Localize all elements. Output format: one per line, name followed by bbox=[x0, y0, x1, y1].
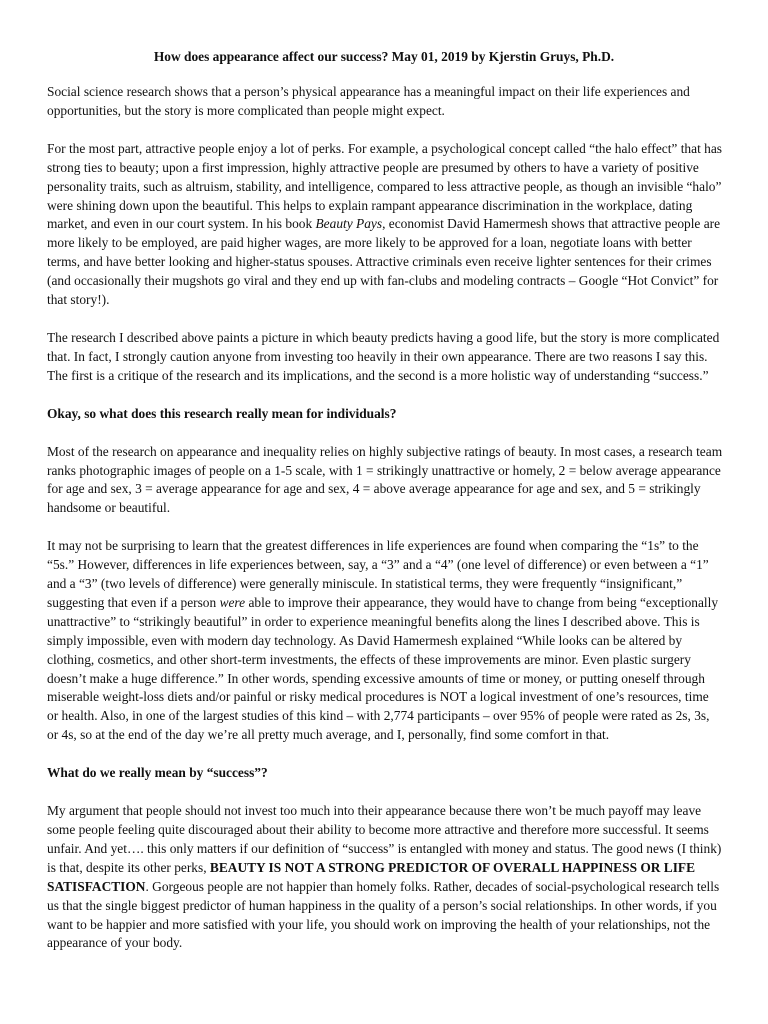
paragraph-differences bbox=[47, 537, 723, 745]
section-heading-research-meaning: Okay, so what does this research really mean for individuals? bbox=[47, 405, 397, 421]
book-title-beauty-pays: Beauty Pays bbox=[315, 216, 383, 232]
document-title: How does appearance affect our success? May 01, 2019 by Kjerstin Gruys, Ph.D. bbox=[153, 49, 615, 64]
section-heading-success: What do we really mean by “success”? bbox=[47, 765, 268, 781]
paragraph-perks bbox=[47, 140, 723, 310]
paragraph-ratings: Most of the research on appearance and inequality relies on highly subjective ratings of beauty. In most cases, a research team ranks photographic images of people on a 1-5 scale, with 1 = strikingly unattractive or homely, 2 = below average appearance for age and sex, 3 = average appearance for age and sex, 4 = above average appearance for age and sex, and 5 = strikingly handsome or beautiful. bbox=[47, 443, 723, 516]
paragraph-caution: The research I described above paints a picture in which beauty predicts having a good life, but the story is more complicated that. In fact, I strongly caution anyone from investing too heavily in their own appearance. There are two reasons I say this. The first is a critique of the research and its implications, and the second is a more holistic way of understanding “success.” bbox=[47, 329, 720, 383]
paragraph-perks-part2: , economist David Hamermesh shows that attractive people are more likely to be employed, are paid higher wages, are more likely to be approved for a loan, negotiate loans with better terms, and have better looking and higher-status spouses. Attractive criminals even receive lighter sentences for their crimes (and occasionally their mugshots go viral and they end up with fan-clubs and modeling contracts – Google “Hot Convict” for that story!). bbox=[47, 216, 721, 308]
paragraph-perks-part1: For the most part, attractive people enjoy a lot of perks. For example, a psychological concept called “the halo effect” that has strong ties to beauty; upon a first impression, highly attractive people are presumed by others to have a variety of positive personality traits, such as altruism, stability, and intelligence, compared to less attractive people, as though an invisible “halo” were shining down upon the beautiful. This helps to explain rampant appearance discrimination in the workplace, dating market, and even in our court system. In his book bbox=[47, 140, 722, 232]
paragraph-success-part2: . Gorgeous people are not happier than homely folks. Rather, decades of social-psychological research tells us that the single biggest predictor of human happiness in the quality of a person’s social relationships. In other words, if you want to be happier and more satisfied with your life, you should work on improving the health of your relationships, not the appearance of your body. bbox=[47, 878, 720, 951]
paragraph-differences-part1: It may not be surprising to learn that the greatest differences in life experiences are found when comparing the “1s” to the “5s.” However, differences in life experiences between, say, a “3” and a “4” (one level of difference) or even between a “1” and a “3” (two levels of difference) were generally miniscule. In statistical terms, they were frequently “insignificant,” suggesting that even if a person bbox=[47, 538, 709, 610]
paragraph-success-part1: My argument that people should not invest too much into their appearance because there won’t be much payoff may leave some people feeling quite discouraged about their ability to become more attractive and therefore more successful. It seems unfair. And yet…. this only matters if our definition of “success” is entangled with money and status. The good news (I think) is that, despite its other perks, bbox=[47, 803, 722, 875]
emphasis-were: were bbox=[219, 594, 246, 610]
paragraph-success bbox=[47, 802, 723, 953]
document-body bbox=[47, 83, 723, 972]
emphasis-beauty-not-predictor: BEAUTY IS NOT A STRONG PREDICTOR OF OVERALL HAPPINESS OR LIFE SATISFACTION bbox=[47, 859, 696, 894]
paragraph-differences-part2: able to improve their appearance, they would have to change from being “exceptionally unattractive” to “strikingly beautiful” in order to experience meaningful benefits along the lines I described above. This is simply impossible, even with modern day technology. As David Hamermesh explained “While looks can be altered by clothing, cosmetics, and other short-term investments, the effects of these improvements are minor. Even plastic surgery doesn’t make a huge difference.” In other words, spending excessive amounts of time or money, or putting oneself through miserable weight-loss diets and/or painful or risky medical procedures is NOT a logical investment of one’s resources, time or health. Also, in one of the largest studies of this kind – with 2,774 participants – over 95% of people were rated as 2s, 3s, or 4s, so at the end of the day we’re all pretty much average, and I, personally, find some comfort in that. bbox=[47, 594, 719, 743]
paragraph-intro: Social science research shows that a person’s physical appearance has a meaningful impact on their life experiences and opportunities, but the story is more complicated than people might expect. bbox=[47, 84, 690, 118]
